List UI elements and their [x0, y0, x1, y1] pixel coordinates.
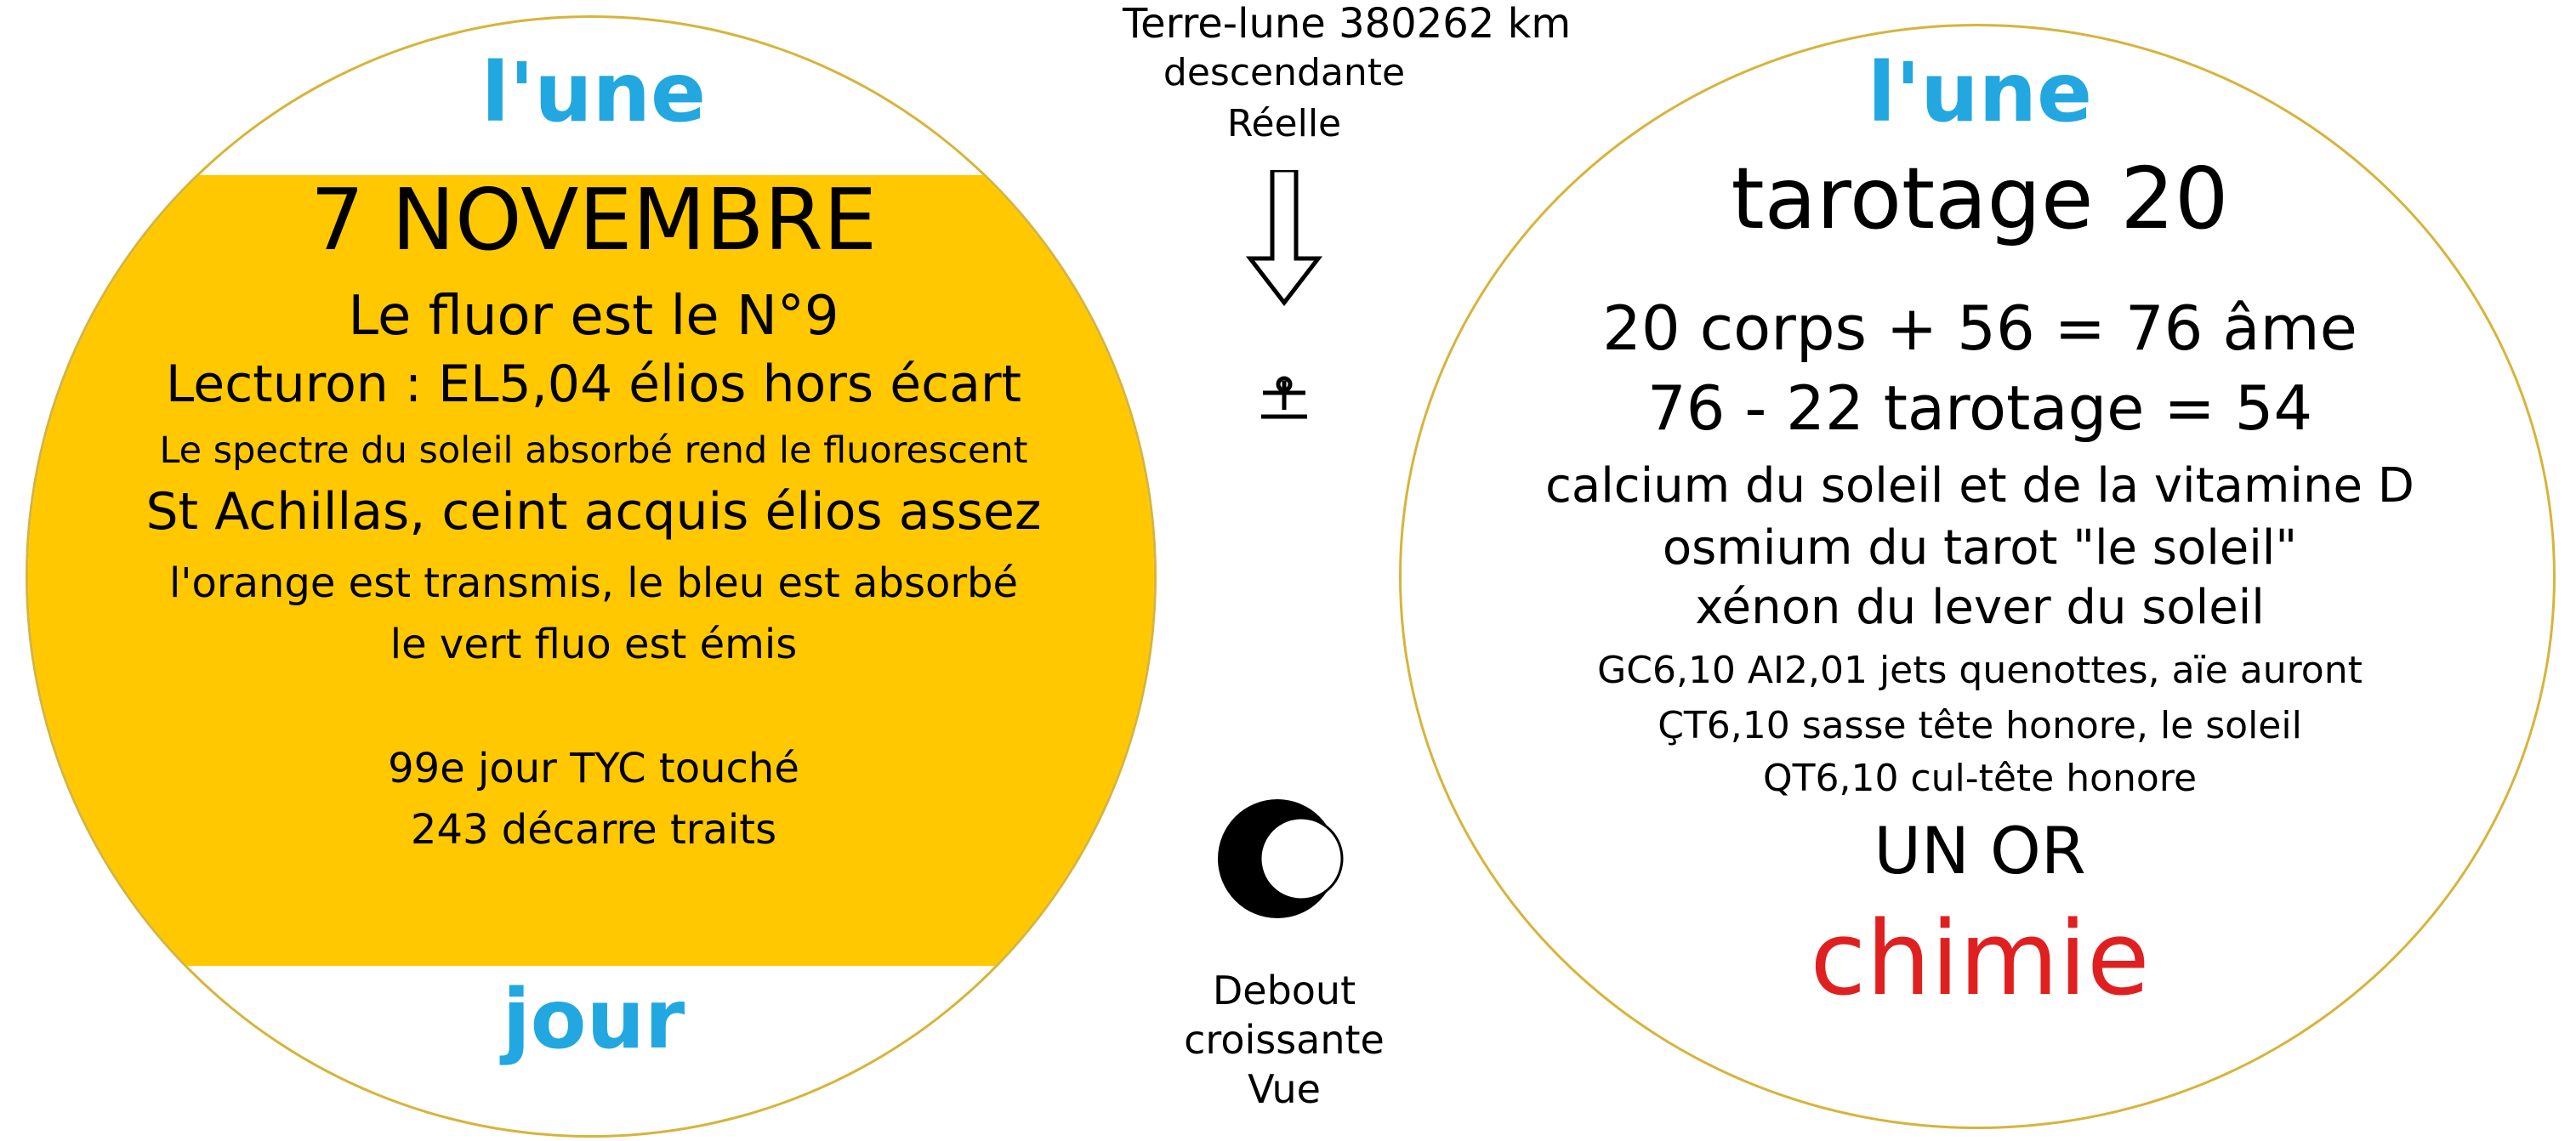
left-date-title: 7 NOVEMBRE	[310, 170, 878, 270]
right-line-2: 76 - 22 tarotage = 54	[1646, 372, 2313, 444]
left-circle-content	[28, 18, 1157, 1138]
right-circle-content	[1402, 26, 2556, 1129]
right-line-6: GC6,10 AI2,01 jets quenottes, aïe auront	[1597, 649, 2363, 692]
center-top-line-2: descendante	[1163, 51, 1406, 94]
left-line-8: 243 décarre traits	[410, 806, 777, 854]
right-top-label: l'une	[1867, 45, 2093, 140]
right-footer-bottom: chimie	[1810, 900, 2150, 1019]
down-arrow-icon	[1243, 170, 1325, 306]
left-line-5: l'orange est transmis, le bleu est absorbé	[168, 559, 1019, 607]
center-bottom-line-1: Debout	[1212, 968, 1356, 1013]
left-line-6: le vert fluo est émis	[390, 621, 798, 668]
earth-moon-distance: Terre-lune 380262 km	[1123, 0, 1572, 48]
right-line-5: xénon du lever du soleil	[1695, 580, 2265, 635]
right-footer-top: UN OR	[1874, 813, 2086, 888]
left-circle	[26, 15, 1157, 1138]
crescent-moon-icon	[1216, 791, 1352, 927]
right-line-7: ÇT6,10 sasse tête honore, le soleil	[1658, 704, 2302, 747]
right-title: tarotage 20	[1731, 149, 2229, 248]
left-line-3: Le spectre du soleil absorbé rend le fluorescent	[159, 429, 1028, 472]
right-line-8: QT6,10 cul-tête honore	[1762, 757, 2198, 800]
center-top-line-3: Réelle	[1226, 102, 1342, 145]
left-line-1: Le fluor est le N°9	[348, 285, 839, 348]
left-top-label: l'une	[481, 45, 707, 140]
right-line-1: 20 corps + 56 = 76 âme	[1602, 292, 2357, 364]
center-bottom-line-2: croissante	[1184, 1017, 1385, 1063]
left-line-2: Lecturon : EL5,04 élios hors écart	[165, 355, 1022, 414]
left-line-4: St Achillas, ceint acquis élios assez	[145, 482, 1042, 542]
left-bottom-label: jour	[502, 972, 685, 1067]
left-line-7: 99e jour TYC touché	[388, 745, 799, 792]
libra-scale-icon	[1123, 374, 1446, 433]
right-circle	[1399, 24, 2556, 1129]
right-line-3: calcium du soleil et de la vitamine D	[1545, 458, 2414, 514]
right-line-4: osmium du tarot "le soleil"	[1662, 520, 2298, 576]
center-bottom-line-3: Vue	[1248, 1066, 1321, 1112]
